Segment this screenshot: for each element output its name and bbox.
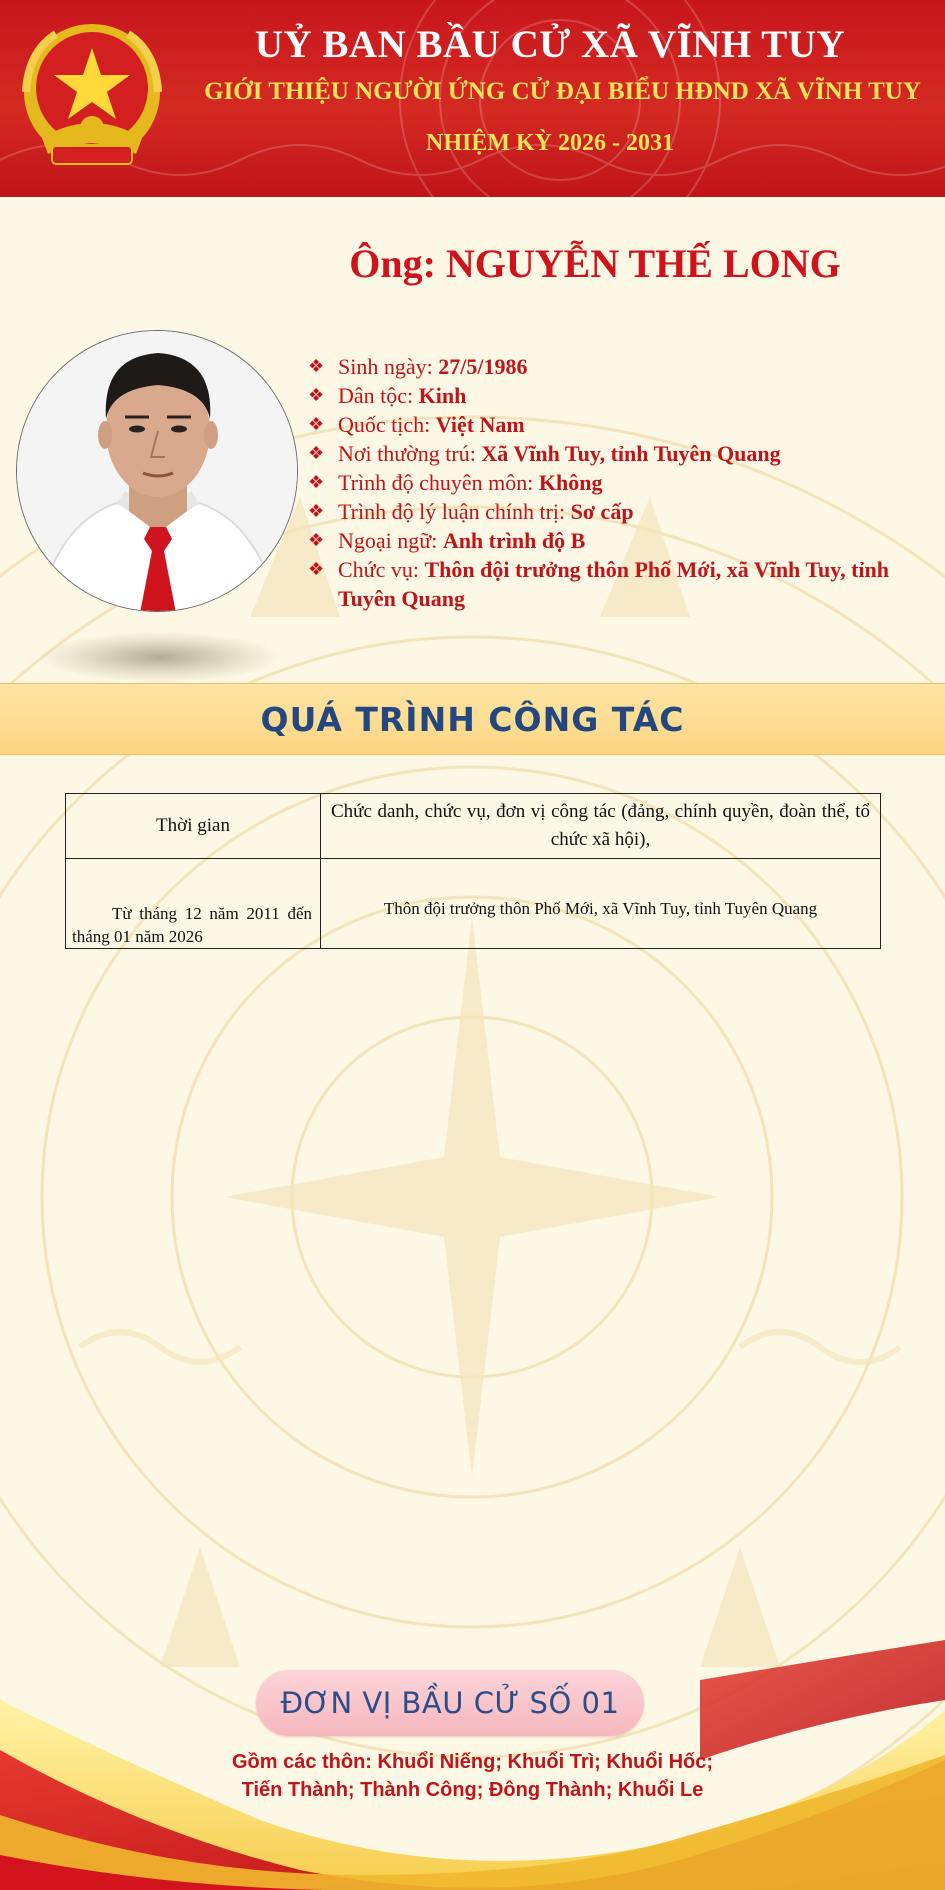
- table-cell-time: [66, 859, 321, 949]
- villages-line: Tiến Thành; Thành Công; Đông Thành; Khuổi Le: [241, 1779, 704, 1801]
- info-residence: [308, 439, 928, 468]
- info-value: Việt Nam: [435, 412, 525, 437]
- work-history-table: [65, 793, 881, 949]
- diamond-bullet-icon: ❖: [308, 385, 325, 405]
- portrait-shadow: [40, 632, 280, 682]
- section-title: QUÁ TRÌNH CÔNG TÁC: [260, 699, 685, 739]
- table-row: [66, 859, 881, 949]
- info-label: Nơi thường trú:: [338, 441, 482, 466]
- column-header-time: Thời gian: [66, 794, 321, 859]
- diamond-bullet-icon: ❖: [308, 414, 325, 434]
- info-professional-level: [308, 468, 928, 497]
- time-value: Từ tháng 12 năm 2011 đến tháng 01 năm 2026: [72, 904, 312, 946]
- info-foreign-language: [308, 526, 928, 555]
- introduction-subtitle: GIỚI THIỆU NGƯỜI ỨNG CỬ ĐẠI BIỂU HĐND XÃ VĨNH TUY: [204, 78, 921, 105]
- electoral-unit-badge: [256, 1670, 644, 1736]
- info-ethnicity: [308, 381, 928, 410]
- info-value: 27/5/1986: [438, 354, 528, 379]
- diamond-bullet-icon: ❖: [308, 501, 325, 521]
- diamond-bullet-icon: ❖: [308, 559, 325, 579]
- diamond-bullet-icon: ❖: [308, 443, 325, 463]
- info-label: Ngoại ngữ:: [338, 528, 443, 553]
- villages-list: [150, 1748, 795, 1804]
- portrait-photo-icon: [17, 331, 298, 612]
- info-value: Xã Vĩnh Tuy, tỉnh Tuyên Quang: [481, 441, 781, 466]
- info-label: Quốc tịch:: [338, 412, 436, 437]
- info-value: Kinh: [418, 383, 467, 408]
- candidate-name: Ông: NGUYỄN THẾ LONG: [349, 241, 841, 286]
- work-history-banner: [0, 683, 945, 755]
- column-header-position: Chức danh, chức vụ, đơn vị công tác (đảng, chính quyền, đoàn thể, tổ chức xã hội),: [321, 794, 881, 859]
- vietnam-national-emblem-icon: [12, 20, 172, 175]
- diamond-bullet-icon: ❖: [308, 472, 325, 492]
- committee-title: UỶ BAN BẦU CỬ XÃ VĨNH TUY: [254, 23, 846, 66]
- info-value: Sơ cấp: [570, 499, 634, 524]
- diamond-bullet-icon: ❖: [308, 356, 325, 376]
- term-label: NHIỆM KỲ 2026 - 2031: [426, 130, 674, 156]
- info-nationality: [308, 410, 928, 439]
- info-label: Sinh ngày:: [338, 354, 439, 379]
- candidate-info-list: [308, 352, 928, 613]
- info-label: Dân tộc:: [338, 383, 419, 408]
- info-value: Không: [538, 470, 603, 495]
- info-value: Anh trình độ B: [442, 528, 586, 553]
- diamond-bullet-icon: ❖: [308, 530, 325, 550]
- candidate-portrait: [16, 330, 298, 612]
- info-position: [308, 555, 928, 613]
- info-birthdate: [308, 352, 928, 381]
- header-banner: [0, 0, 945, 197]
- info-political-theory: [308, 497, 928, 526]
- villages-line: Gồm các thôn: Khuổi Niếng; Khuổi Trì; Khuổi Hốc;: [231, 1751, 714, 1773]
- table-header-row: [66, 794, 881, 859]
- table-cell-position: Thôn đội trưởng thôn Phố Mới, xã Vĩnh Tuy, tỉnh Tuyên Quang: [321, 859, 881, 949]
- info-label: Trình độ chuyên môn:: [338, 470, 539, 495]
- info-value: Thôn đội trưởng thôn Phố Mới, xã Vĩnh Tuy, tỉnh Tuyên Quang: [338, 557, 889, 611]
- info-label: Chức vụ:: [338, 557, 425, 582]
- info-label: Trình độ lý luận chính trị:: [338, 499, 571, 524]
- electoral-unit-label: ĐƠN VỊ BẦU CỬ SỐ 01: [280, 1686, 620, 1720]
